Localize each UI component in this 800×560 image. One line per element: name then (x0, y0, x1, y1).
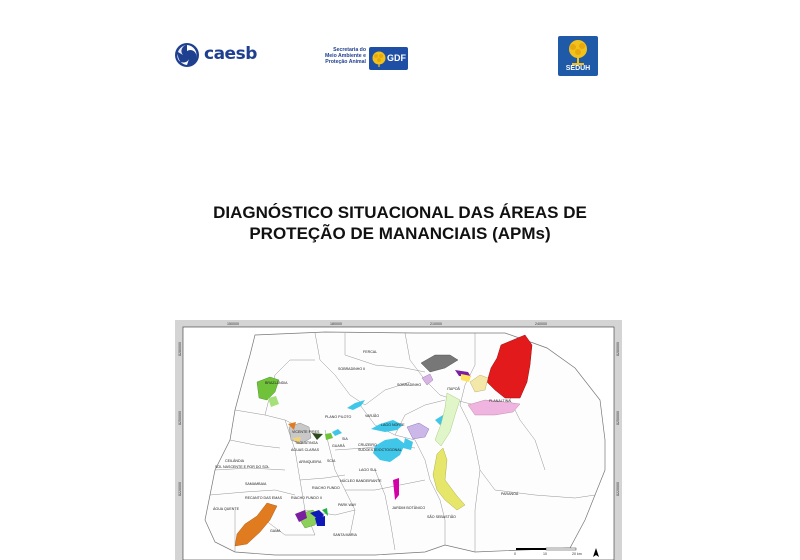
region-label: LAGO NORTE (381, 423, 405, 427)
tick-top: 150000 (227, 322, 239, 326)
region-label: PARK WAY (338, 503, 357, 507)
tick-top: 240000 (535, 322, 547, 326)
region-label: SOL NASCENTE E POR DO SOL (215, 465, 270, 469)
region-label: ARNIQUEIRA (299, 460, 322, 464)
ipe-tree-icon (565, 39, 591, 65)
region-label: SÃO SEBASTIÃO (427, 515, 456, 519)
region-label: FERCAL (363, 350, 378, 354)
region-label: CRUZEIRO (358, 443, 377, 447)
region-label: PLANALTINA (489, 399, 511, 403)
tick-top: 210000 (430, 322, 442, 326)
region-label: ÁGUA QUENTE (213, 507, 239, 511)
gdf-badge (369, 47, 408, 70)
region-label: RECANTO DAS EMAS (245, 496, 283, 500)
region-label: SAMAMBAIA (245, 482, 267, 486)
gdf-label: GDF (387, 53, 406, 63)
tick-right: 8280000 (616, 342, 620, 356)
sema-line: Meio Ambiente e (324, 53, 366, 59)
seduh-label: SEDUH (565, 65, 591, 72)
region-label: GUARÁ (332, 444, 345, 448)
sema-line: Proteção Animal (325, 59, 366, 65)
tick-right: 8220000 (616, 482, 620, 496)
tick-left: 8280000 (178, 342, 182, 356)
region-label: GAMA (270, 529, 281, 533)
region-label: JARDIM BOTÂNICO (392, 506, 426, 510)
region-label: NÚCLEO BANDEIRANTE (340, 479, 382, 483)
region-label: ÁGUAS CLARAS (291, 448, 319, 452)
region-label: ITAPOÃ (447, 387, 460, 391)
region-label: CEILÂNDIA (225, 459, 244, 463)
title-line-1: DIAGNÓSTICO SITUACIONAL DAS ÁREAS DE (213, 203, 587, 222)
ipe-flower-icon (371, 50, 387, 67)
sema-gdf-logo (318, 47, 410, 71)
tick-left: 8250000 (178, 411, 182, 425)
region-label: VICENTE PIRES (292, 430, 320, 434)
tick-top: 180000 (330, 322, 342, 326)
region-label: SCIA (327, 459, 336, 463)
scale-label: 10 (543, 552, 547, 556)
sema-text (318, 47, 366, 65)
caesb-logo (174, 42, 257, 68)
region-label: RIACHO FUNDO II (291, 496, 322, 500)
region-label: SUDOESTE/OCTOGONAL (358, 448, 402, 452)
tick-right: 8250000 (616, 411, 620, 425)
region-label: SANTA MARIA (333, 533, 357, 537)
apm-map (175, 320, 622, 560)
tick-left: 8220000 (178, 482, 182, 496)
region-label: SOBRADINHO II (338, 367, 366, 371)
region-label: BRAZLÂNDIA (265, 381, 288, 385)
map-canvas (175, 320, 622, 560)
region-label: VARJÃO (365, 414, 380, 418)
region-label: LAGO SUL (359, 468, 377, 472)
region-label: TAGUATINGA (295, 441, 318, 445)
sema-line: Secretaria do (333, 47, 366, 53)
region-label: PARANOÁ (501, 492, 519, 496)
scale-label: 20 km (572, 552, 582, 556)
region-label: SIA (342, 437, 348, 441)
scale-label: 0 (514, 552, 516, 556)
region-label: RIACHO FUNDO (312, 486, 340, 490)
document-title (150, 202, 650, 244)
title-line-2: PROTEÇÃO DE MANANCIAIS (APMs) (249, 224, 551, 243)
region-label: PLANO PILOTO (325, 415, 352, 419)
caesb-emblem-icon (174, 42, 200, 68)
seduh-logo (558, 36, 598, 76)
region-label: SOBRADINHO (397, 383, 422, 387)
caesb-wordmark: caesb (204, 44, 257, 64)
